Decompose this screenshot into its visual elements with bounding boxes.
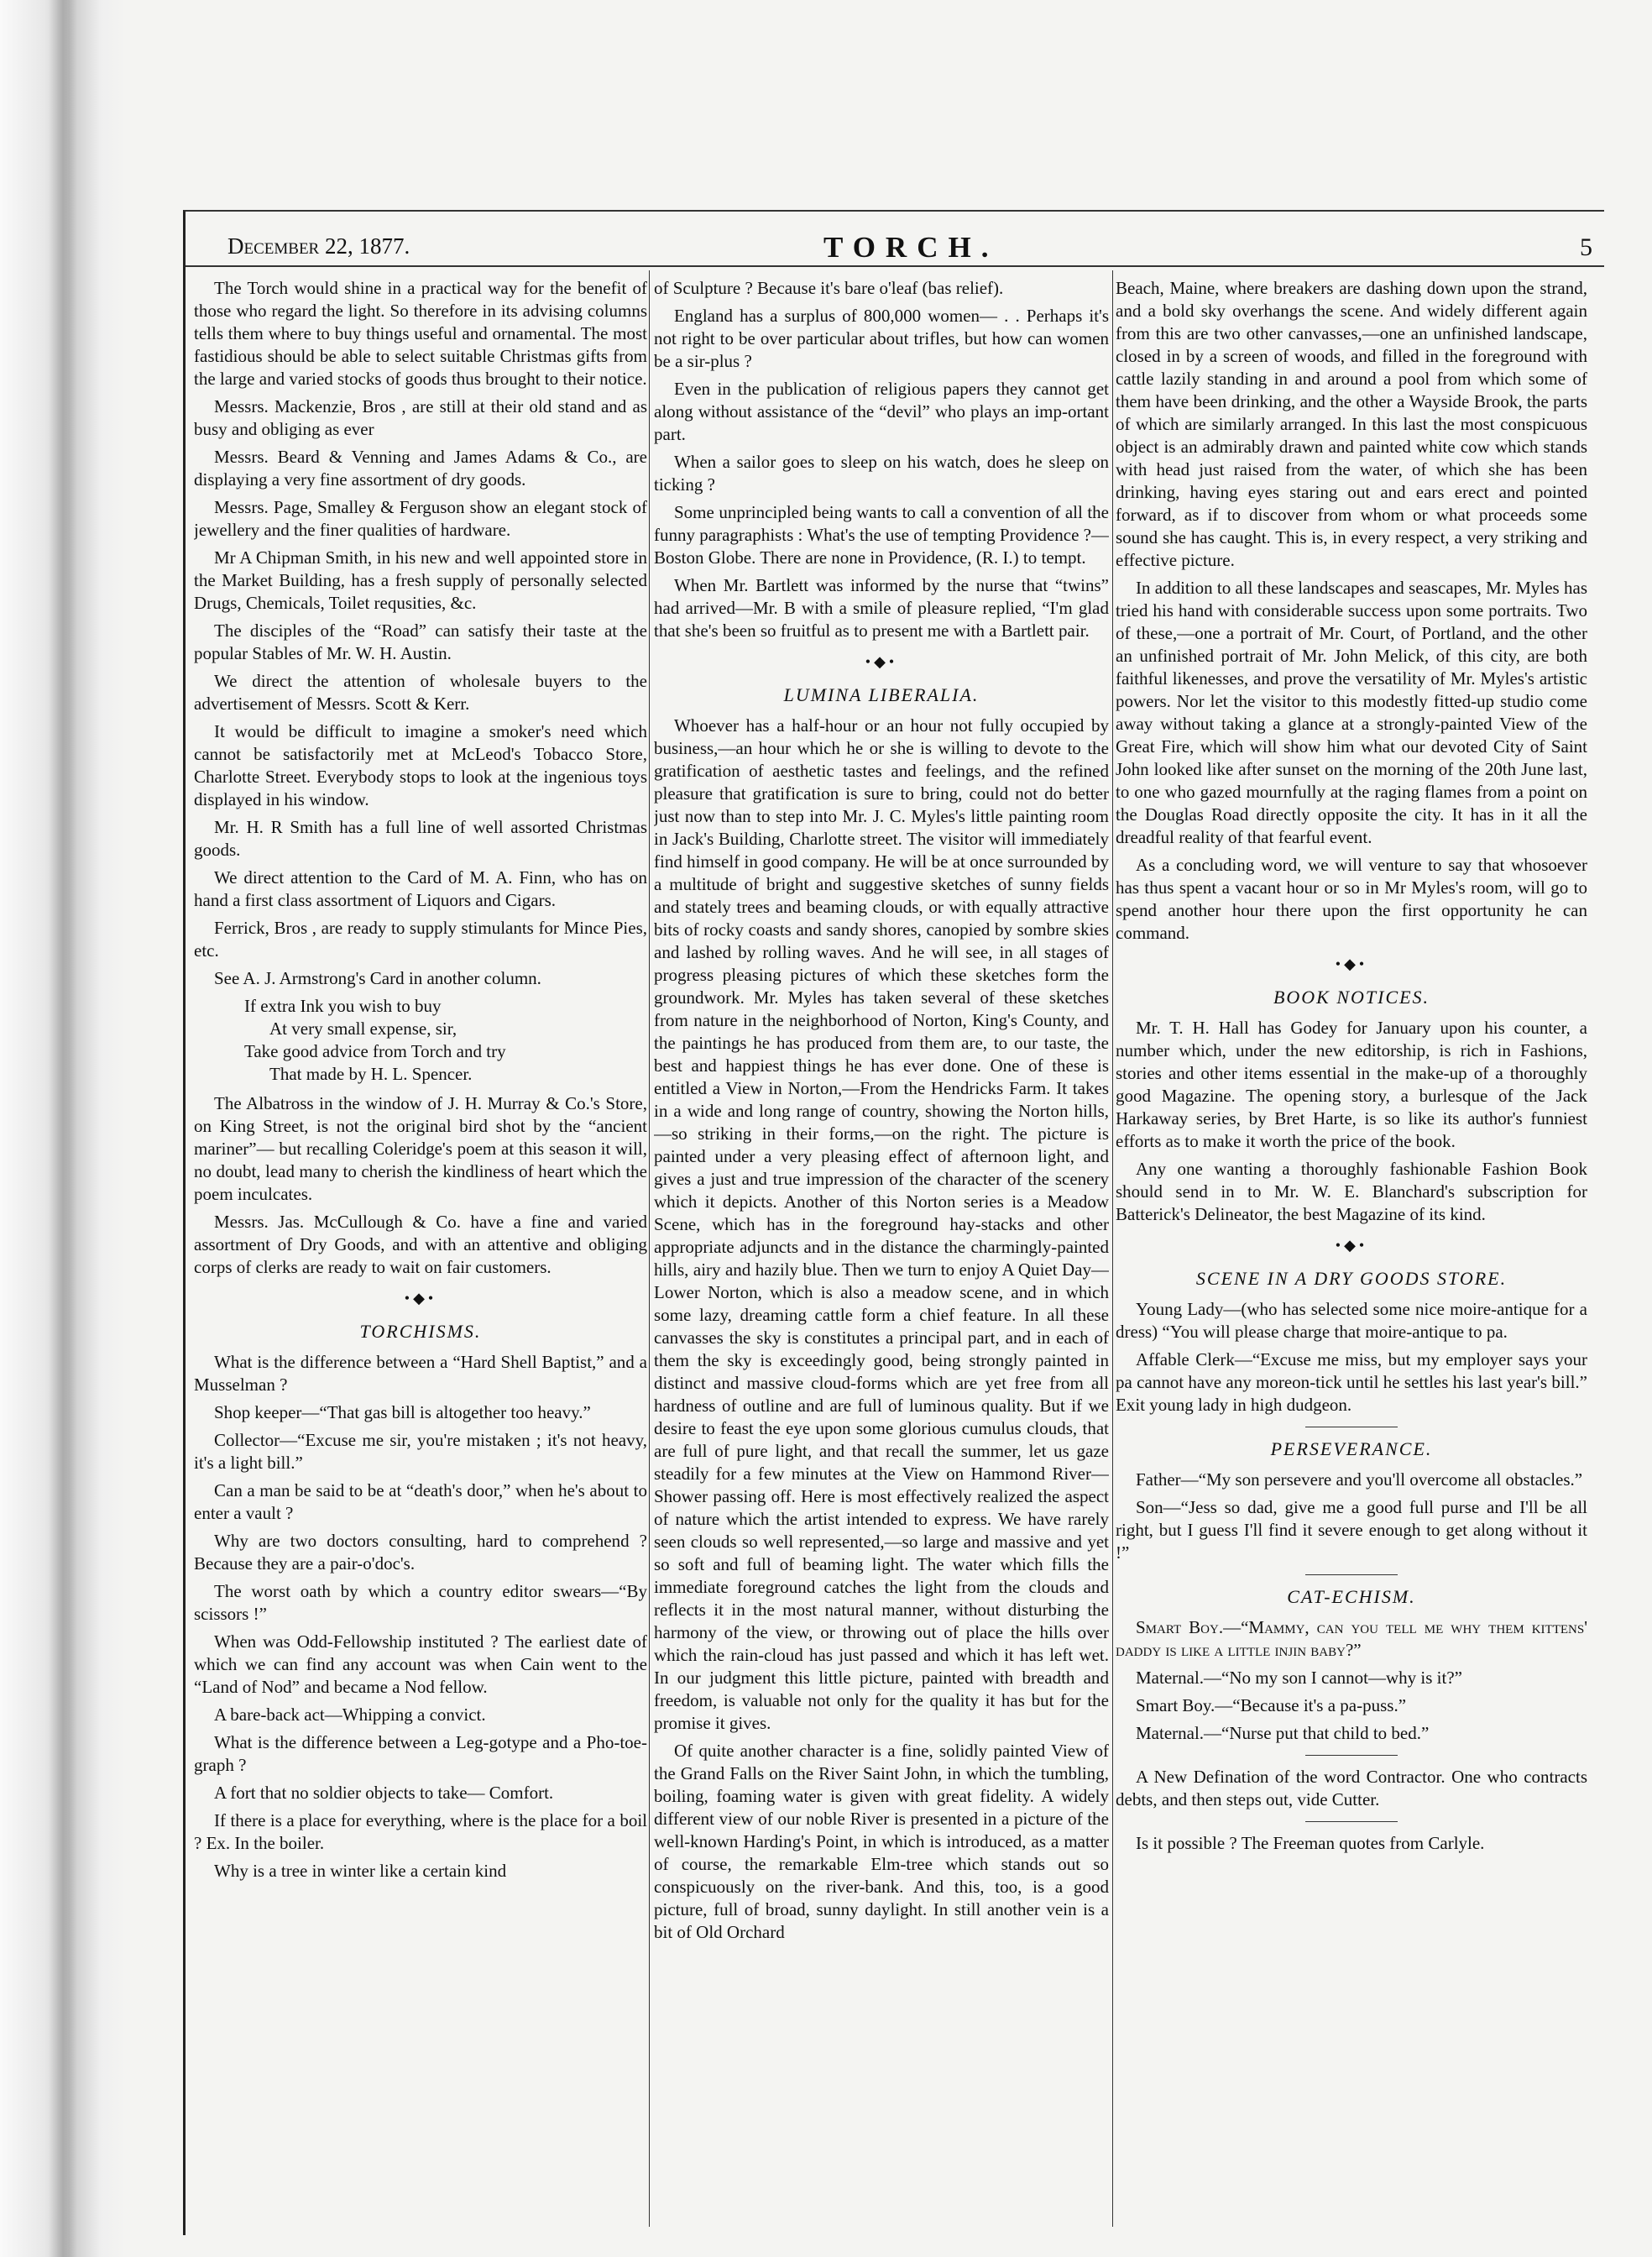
section-heading-book-notices: BOOK NOTICES. <box>1273 987 1430 1008</box>
verse-line: That made by H. L. Spencer. <box>269 1064 473 1084</box>
paragraph: As a concluding word, we will venture to say that whosoever has thus spent a vacant hour or so in Mr Myles's room, will go to spend another hour there upon the first opportunity he can command. <box>1116 855 1587 943</box>
paragraph: Messrs. Beard & Venning and James Adams & Co., are displaying a very fine assortment of dry goods. <box>194 447 647 490</box>
paragraph: When was Odd-Fellowship instituted ? The earliest date of which we can find any account was when Cain went to the “Land of Nod” and became a Nod fellow. <box>194 1631 647 1697</box>
column-rule-2 <box>1112 270 1113 2227</box>
verse-line: If extra Ink you wish to buy <box>244 996 442 1016</box>
verse-line: Take good advice from Torch and try <box>244 1041 506 1061</box>
paragraph: Even in the publication of religious papers they cannot get along without assistance of the “devil” who plays an imp-ortant part. <box>654 379 1109 444</box>
section-heading-lumina-liberalia: LUMINA LIBERALIA. <box>783 684 980 705</box>
paragraph: We direct the attention of wholesale buyers to the advertisement of Messrs. Scott & Kerr. <box>194 671 647 714</box>
section-heading-torchisms: TORCHISMS. <box>359 1321 482 1342</box>
paragraph: The disciples of the “Road” can satisfy their taste at the popular Stables of Mr. W. H. Austin. <box>194 621 647 663</box>
paragraph: Smart Boy.—“Mammy, can you tell me why them kittens' daddy is like a little injin baby?” <box>1116 1617 1587 1660</box>
ornament-divider: •◆• <box>865 653 898 670</box>
ornament-divider: •◆• <box>404 1290 437 1307</box>
paragraph: Is it possible ? The Freeman quotes from Carlyle. <box>1136 1833 1485 1853</box>
page-header <box>186 228 1604 270</box>
ornament-divider: •◆• <box>1335 956 1368 972</box>
paragraph: Some unprincipled being wants to call a convention of all the funny paragraphists : What's the use of tempting Providence ?— Boston Globe. There are none in Providence, (R. I.) to tempt. <box>654 502 1109 568</box>
paragraph: It would be difficult to imagine a smoker's need which cannot be satisfactorily met at McLeod's Tobacco Store, Charlotte Street. Everybody stops to look at the ingenious toys displayed in his window. <box>194 721 647 809</box>
short-rule <box>1305 1755 1398 1756</box>
paragraph: What is the difference between a Leg-gotype and a Pho-toe-graph ? <box>194 1732 647 1775</box>
short-rule <box>1305 1821 1398 1822</box>
paragraph: The Albatross in the window of J. H. Murray & Co.'s Store, on King Street, is not the original bird shot by the “ancient mariner”— but recalling Coleridge's poem at this season it will, no doubt, lead many to cherish the kindliness of heart which the poem inculcates. <box>194 1093 647 1204</box>
paragraph: Messrs. Jas. McCullough & Co. have a fine and varied assortment of Dry Goods, and with an attentive and obliging corps of clerks are ready to wait on fair customers. <box>194 1212 647 1277</box>
paragraph: Messrs. Mackenzie, Bros , are still at their old stand and as busy and obliging as ever <box>194 396 647 439</box>
paragraph: Mr A Chipman Smith, in his new and well appointed store in the Market Building, has a fresh supply of personally selected Drugs, Chemicals, Toilet requsities, &c. <box>194 547 647 613</box>
newspaper-page <box>183 210 1604 2235</box>
verse-line: At very small expense, sir, <box>269 1019 457 1039</box>
paragraph: Beach, Maine, where breakers are dashing down upon the strand, and a bold sky overhangs the scene. And widely different again from this are two other canvasses,—one an unfinished landscape, closed in by a screen of woods, and filled in the foreground with cattle lazily standing in and around a pool from which some of them have been drinking, and the other a Wayside Brook, the parts of which are similarly arranged. In this last the most conspicuous object is an admirably drawn and painted white cow which stands with head just raised from the water, of which she has been drinking, having eyes staring out and ears erect and pointed forward, as if to discover from whom or what proceeds some sound she has caught. This is, in every respect, a very striking and effective picture. <box>1116 278 1587 570</box>
section-heading-cat-echism: CAT-ECHISM. <box>1287 1586 1416 1607</box>
paragraph: Why is a tree in winter like a certain kind <box>214 1861 507 1881</box>
column-3 <box>1116 277 1587 2225</box>
header-rule <box>186 265 1604 267</box>
paragraph: Any one wanting a thoroughly fashionable Fashion Book should send in to Mr. W. E. Blanchard's subscription for Batterick's Delineator, the best Magazine of its kind. <box>1116 1159 1587 1224</box>
paragraph: Maternal.—“Nurse put that child to bed.” <box>1136 1723 1430 1743</box>
paragraph: A bare-back act—Whipping a convict. <box>214 1705 486 1725</box>
paragraph: of Sculpture ? Because it's bare o'leaf (bas relief). <box>654 278 1004 298</box>
paragraph: Of quite another character is a fine, solidly painted View of the Grand Falls on the River Saint John, in which the tumbling, boiling, foaming water is given with great fidelity. A widely different view of our noble River is presented in a picture of the well-known Harding's Point, in which is introduced, as a matter of course, the remarkable Elm-tree which stands out so conspicuously on the river-bank. And this, too, is a good picture, full of broad, sunny daylight. In still another vein is a bit of Old Orchard <box>654 1741 1109 1942</box>
page-number: 5 <box>1580 233 1592 261</box>
scan-fold-shadow <box>49 0 77 2257</box>
paragraph: A New Defination of the word Contractor. One who contracts debts, and then steps out, vide Cutter. <box>1116 1767 1587 1809</box>
paragraph: If there is a place for everything, where is the place for a boil ? Ex. In the boiler. <box>194 1810 647 1853</box>
section-heading-perseverance: PERSEVERANCE. <box>1270 1438 1433 1459</box>
masthead-title: TORCH. <box>823 231 999 264</box>
paragraph: What is the difference between a “Hard Shell Baptist,” and a Musselman ? <box>194 1352 647 1395</box>
paragraph: In addition to all these landscapes and seascapes, Mr. Myles has tried his hand with considerable success upon some portraits. Two of these,—one a portrait of Mr. Court, of Portland, and the other an unfinished portrait of Mr. John Melick, of this city, are both faithful likenesses, and prove the versatility of Mr. Myles's artistic powers. Nor let the visitor to this modestly fitted-up studio come away without taking a glance at a strongly-painted View of the Great Fire, which will show him what our devoted City of Saint John looked like after sunset on the morning of the 20th June last, to one who gazed mournfully at the raging flames from a point on the Douglas Road directly opposite the city. It has in it all the dreadful reality of that fearful event. <box>1116 578 1587 847</box>
paragraph: England has a surplus of 800,000 women— . . Perhaps it's not right to be over particular about trifles, but how can women be a sir-plus ? <box>654 306 1109 371</box>
paragraph: Can a man be said to be at “death's door,” when he's about to enter a vault ? <box>194 1480 647 1523</box>
paragraph: A fort that no soldier objects to take— Comfort. <box>214 1783 554 1803</box>
paragraph: Mr. H. R Smith has a full line of well assorted Christmas goods. <box>194 817 647 860</box>
column-1 <box>194 277 647 2225</box>
paragraph: We direct attention to the Card of M. A. Finn, who has on hand a first class assortment of Liquors and Cigars. <box>194 867 647 910</box>
issue-date: December 22, 1877. <box>227 233 410 259</box>
paragraph: Ferrick, Bros , are ready to supply stimulants for Mince Pies, etc. <box>194 918 647 961</box>
paragraph: When Mr. Bartlett was informed by the nurse that “twins” had arrived—Mr. B with a smile of pleasure replied, “I'm glad that she's been so fruitful as to present me with a Bartlett pair. <box>654 575 1109 641</box>
paragraph: The worst oath by which a country editor swears—“By scissors !” <box>194 1581 647 1624</box>
paragraph: Whoever has a half-hour or an hour not fully occupied by business,—an hour which he or she is willing to devote to the gratification of aesthetic tastes and feelings, and the refined pleasure that gratification is sure to bring, could not do better just now than to step into Mr. J. C. Myles's little painting room in Jack's Building, Charlotte street. The visitor will immediately find himself in good company. He will be at once surrounded by a multitude of bright and suggestive sketches of sunny fields and stately trees and beaming clouds, or with equally attractive bits of rocky coasts and sandy shores, canopied by sombre skies and lashed by rolling waves. And he will see, in all stages of progress pleasing pictures of which these sketches form the groundwork. Mr. Myles has taken several of these sketches from nature in the neighborhood of Norton, King's County, and the paintings he has produced from them are, to our taste, the best and happiest things he has ever done. One of these is entitled a View in Norton,—From the Hendricks Farm. It takes in a wide and long range of country, showing the Norton hills,—so striking in their forms,—on the right. The picture is painted under a very pleasing effect of afternoon light, and gives a just and true impression of the character of the scenery which it depicts. Another of this Norton series is a Meadow Scene, which has in the foreground hay-stacks and other appropriate adjuncts and in the distance the charmingly-painted hills, airy and hazily blue. Then we turn to enjoy A Quiet Day— Lower Norton, which is also a meadow scene, and in which some lazy, dreaming cattle form a chief feature. In all these canvasses the sky is constitutes a principal part, and in each of them the sky is exceedingly good, being strongly painted in distinct and massive cloud-forms which are yet free from all hardness of outline and are full of luminous quality. But if we desire to feast the eye upon some glorious cumulus clouds, that are full of pure light, and that recall the summer, let us gaze steadily for a few minutes at the View on Hammond River—Shower passing off. Here is most effectively realized the aspect of nature which the artist intended to express. We have rarely seen clouds so well represented,—so large and massive and yet so soft and full of beaming light. The water which fills the immediate foreground catches the light from the clouds and reflects it in the most natural manner, without disturbing the harmony of the view, or throwing out of place the hills over which the rain-cloud has just passed and which it has left wet. In our judgment this little picture, painted with breadth and freedom, is valuable not only for the quality it has but for the promise it gives. <box>654 715 1109 1733</box>
section-heading-dry-goods: SCENE IN A DRY GOODS STORE. <box>1195 1268 1508 1289</box>
column-2 <box>654 277 1109 2225</box>
paragraph: Affable Clerk—“Excuse me miss, but my employer says your pa cannot have any moreon-tick until he settles his last year's bill.” Exit young lady in high dudgeon. <box>1116 1349 1587 1415</box>
paragraph: Why are two doctors consulting, hard to comprehend ? Because they are a pair-o'doc's. <box>194 1531 647 1574</box>
paragraph: The Torch would shine in a practical way for the benefit of those who regard the light. So therefore in its advising columns tells them where to buy things useful and ornamental. The most fastidious should be able to select suitable Christmas gifts from the large and varied stocks of goods thus brought to their notice. <box>194 278 647 389</box>
paragraph: Messrs. Page, Smalley & Ferguson show an elegant stock of jewellery and the finer qualities of hardware. <box>194 497 647 540</box>
paragraph: See A. J. Armstrong's Card in another column. <box>214 968 541 988</box>
paragraph: Mr. T. H. Hall has Godey for January upon his counter, a number which, under the new editorship, is rich in Fashions, stories and other items essential in the make-up of a thoroughly good Magazine. The opening story, a burlesque of the Jack Harkaway series, by Bret Harte, is so like its author's funniest efforts as to make it worth the price of the book. <box>1116 1018 1587 1151</box>
ornament-divider: •◆• <box>1335 1237 1368 1254</box>
paragraph: Smart Boy.—“Because it's a pa-puss.” <box>1136 1695 1407 1715</box>
paragraph: When a sailor goes to sleep on his watch, does he sleep on ticking ? <box>654 452 1109 495</box>
paragraph: Son—“Jess so dad, give me a good full purse and I'll be all right, but I guess I'll find it severe enough to get along without it !” <box>1116 1497 1587 1563</box>
short-rule <box>1305 1574 1398 1575</box>
paragraph: Maternal.—“No my son I cannot—why is it?” <box>1136 1668 1462 1688</box>
paragraph: Father—“My son persevere and you'll overcome all obstacles.” <box>1136 1469 1583 1490</box>
paragraph: Shop keeper—“That gas bill is altogether too heavy.” <box>214 1402 591 1422</box>
paragraph: Collector—“Excuse me sir, you're mistaken ; it's not heavy, it's a light bill.” <box>194 1430 647 1473</box>
paragraph: Young Lady—(who has selected some nice moire-antique for a dress) “You will please charge that moire-antique to pa. <box>1116 1299 1587 1342</box>
column-rule-1 <box>649 270 650 2227</box>
